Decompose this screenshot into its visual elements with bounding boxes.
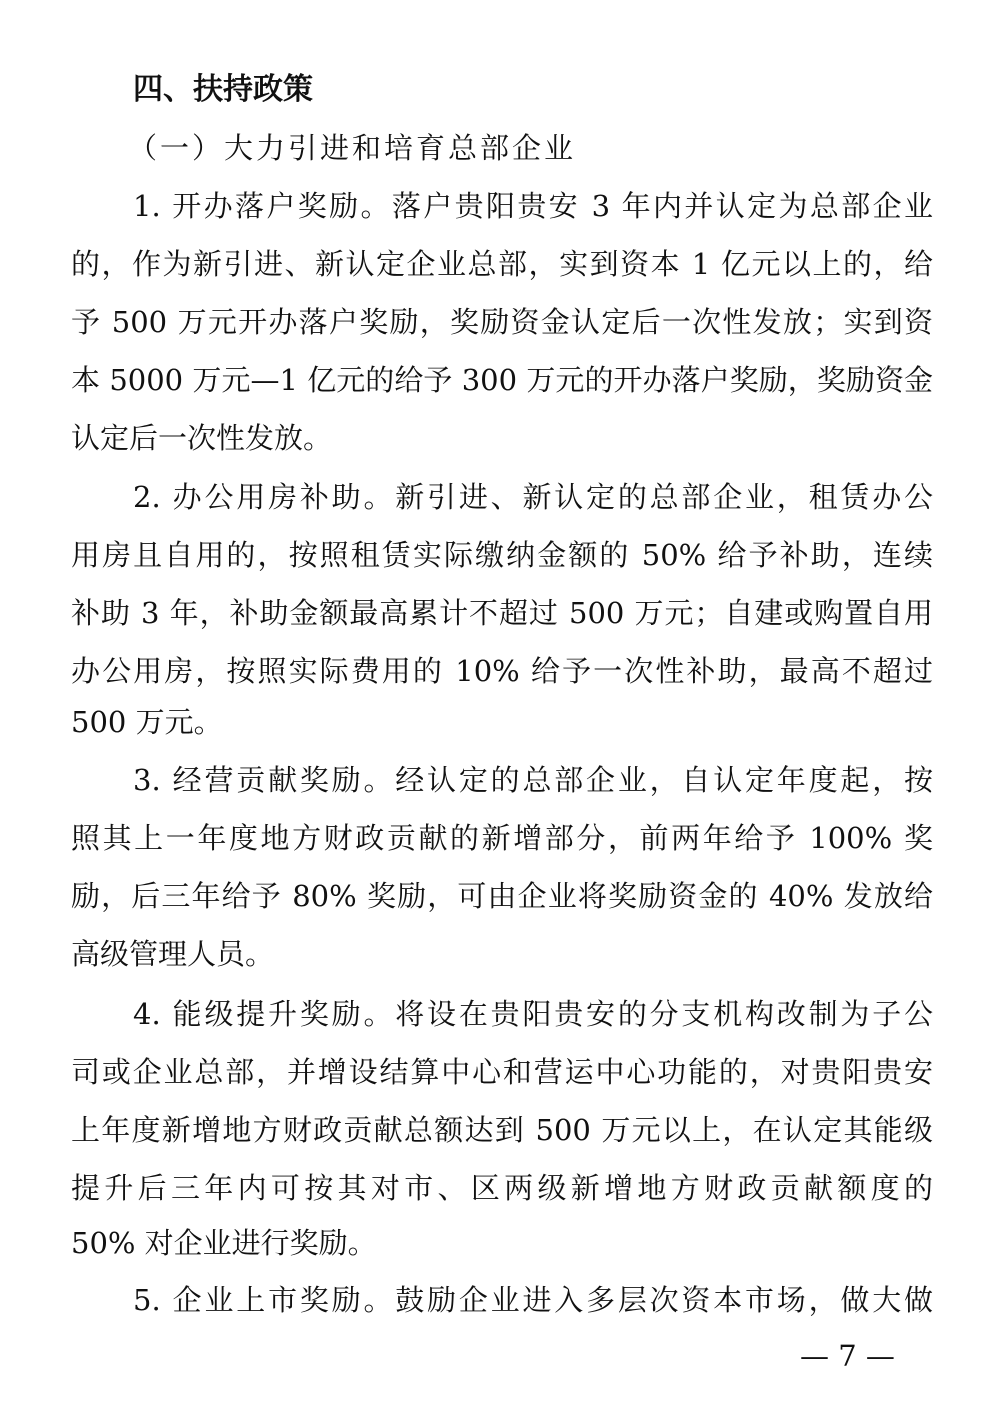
paragraph-1-line-5: 认定后一次性发放。	[71, 421, 333, 455]
paragraph-2-line-1: 2. 办公用房补助。新引进、新认定的总部企业，租赁办公	[133, 480, 933, 514]
paragraph-2-line-2: 用房且自用的，按照租赁实际缴纳金额的 50% 给予补助，连续	[71, 538, 933, 572]
paragraph-3-line-3: 励，后三年给予 80% 奖励，可由企业将奖励资金的 40% 发放给	[71, 879, 933, 913]
page-number: — 7 —	[800, 1339, 895, 1373]
section-title: 四、扶持政策	[133, 72, 313, 107]
paragraph-2-line-5: 500 万元。	[71, 705, 223, 739]
paragraph-3-line-4: 高级管理人员。	[71, 937, 275, 971]
paragraph-3-line-1: 3. 经营贡献奖励。经认定的总部企业，自认定年度起，按	[133, 763, 933, 797]
paragraph-4-line-4: 提升后三年内可按其对市、区两级新增地方财政贡献额度的	[71, 1171, 933, 1205]
paragraph-4-line-1: 4. 能级提升奖励。将设在贵阳贵安的分支机构改制为子公	[133, 997, 933, 1031]
paragraph-1-line-4: 本 5000 万元—1 亿元的给予 300 万元的开办落户奖励，奖励资金	[71, 363, 933, 397]
paragraph-1-line-3: 予 500 万元开办落户奖励，奖励资金认定后一次性发放；实到资	[71, 305, 933, 339]
paragraph-3-line-2: 照其上一年度地方财政贡献的新增部分，前两年给予 100% 奖	[71, 821, 933, 855]
paragraph-5-line-1: 5. 企业上市奖励。鼓励企业进入多层次资本市场，做大做	[133, 1283, 933, 1317]
paragraph-1-line-1: 1. 开办落户奖励。落户贵阳贵安 3 年内并认定为总部企业	[133, 189, 933, 223]
paragraph-4-line-5: 50% 对企业进行奖励。	[71, 1226, 377, 1260]
paragraph-2-line-3: 补助 3 年，补助金额最高累计不超过 500 万元；自建或购置自用	[71, 596, 933, 630]
paragraph-2-line-4: 办公用房，按照实际费用的 10% 给予一次性补助，最高不超过	[71, 654, 933, 688]
paragraph-4-line-2: 司或企业总部，并增设结算中心和营运中心功能的，对贵阳贵安	[71, 1055, 933, 1089]
paragraph-1-line-2: 的，作为新引进、新认定企业总部，实到资本 1 亿元以上的，给	[71, 247, 933, 281]
subsection-title: （一）大力引进和培育总部企业	[128, 131, 577, 165]
paragraph-4-line-3: 上年度新增地方财政贡献总额达到 500 万元以上，在认定其能级	[71, 1113, 933, 1147]
